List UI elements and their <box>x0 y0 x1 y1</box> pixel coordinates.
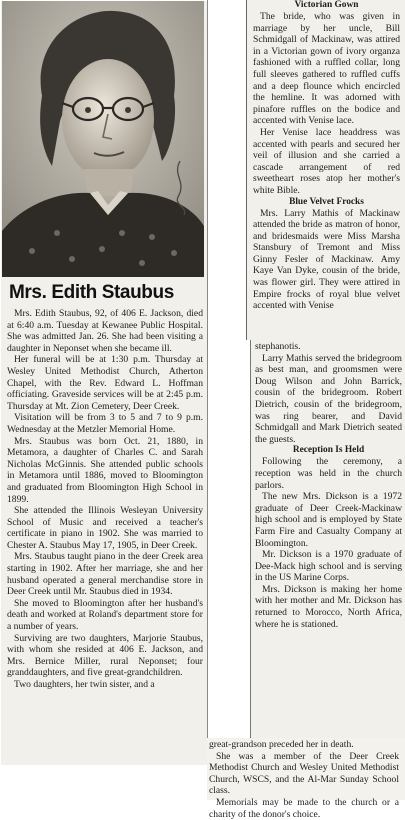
heading-victorian-gown: Victorian Gown <box>294 0 359 10</box>
obituary-paragraph: Mrs. Staubus was born Oct. 21, 1880, in Metamora, a daughter of Charles C. and Sarah Nicholas McGinnis. She attended public schools in Metamora until 1886, moved to Bloomington and graduated from Bloomington High School in 1899. <box>7 435 203 505</box>
obituary-clipping <box>1 1 207 765</box>
wedding-paragraph: Mrs. Larry Mathis of Mackinaw attended the bride as matron of honor, and bridesmaids were Miss Marsha Stansbury of Tremont and Miss Ginny Fesler of Mackinaw. Amy Kaye Van Dyke, cousin of the bride, was flower girl. They were attired in Empire frocks of royal blue velvet accented with Venise <box>253 207 400 312</box>
wedding-paragraph: Mr. Dickson is a 1970 graduate of Dee-Mack high school and is serving in the US Marine Corps. <box>255 549 402 584</box>
obituary-name-heading: Mrs. Edith Staubus <box>9 282 174 303</box>
wedding-paragraph: Mrs. Dickson is making her home with her mother and Mr. Dickson has returned to Morocco, North Africa, where he is stationed. <box>255 583 402 630</box>
wedding-paragraph: Following the ceremony, a reception was held in the church parlors. <box>255 456 402 491</box>
obituary-continuation-clipping <box>207 738 405 820</box>
wedding-article-bottom <box>250 340 405 738</box>
portrait-image <box>2 1 204 277</box>
obituary-paragraph: Her funeral will be at 1:30 p.m. Thursday at Wesley United Methodist Church, Atherton Chapel, with the Rev. Edward L. Hoffman officiating. Graveside services will be at 2:45 p.m. Thursday at Mt. Zion Cemetery, Deer Creek. <box>7 354 203 412</box>
wedding-paragraph: Her Venise lace headdress was accented with pearls and secured her veil of illusion and she carried a cascade arrangement of red sweetheart roses atop her mother's white Bible. <box>253 126 400 196</box>
wedding-lead-in: stephanotis. <box>255 341 301 352</box>
wedding-article-top <box>246 0 405 340</box>
wedding-paragraph: The bride, who was given in marriage by her uncle, Bill Schmidgall of Mackinaw, was attired in a Victorian gown of ivory organza fashioned with a ruffled collar, long full sleeves gathered to ruffled cuffs and a deep flounce which encircled the hemline. It was adorned with pinafore ruffles on the bodice and accented with Venise lace. <box>253 11 400 127</box>
wedding-top-body <box>253 0 400 312</box>
obituary-continuation-line: great-grandson preceded her in death. <box>209 739 354 750</box>
obituary-paragraph: Surviving are two daughters, Marjorie Staubus, with whom she resided at 406 E. Jackson, and Mrs. Bernice Miller, rural Neponset; four granddaughters, and five great-grandchildren. <box>7 632 203 679</box>
obituary-paragraph: Two daughters, her twin sister, and a <box>14 679 155 690</box>
portrait-photo <box>2 1 204 277</box>
obituary-continuation-body <box>209 739 399 820</box>
obituary-paragraph: Mrs. Edith Staubus, 92, of 406 E. Jackson, died at 6:40 a.m. Tuesday at Kewanee Public Hospital. She was admitted Jan. 26. She had been visiting a daughter in Neponset when she became ill. <box>7 308 203 354</box>
obituary-paragraph: Visitation will be from 3 to 5 and 7 to 9 p.m. Wednesday at the Metzler Memorial Home. <box>7 412 203 435</box>
obituary-paragraph: She was a member of the Deer Creek Methodist Church and Wesley United Methodist Church, WSCS, and the Al-Mar Sunday School class. <box>209 750 399 797</box>
wedding-bottom-body <box>255 341 402 630</box>
background-gap <box>207 0 246 738</box>
obituary-paragraph: Mrs. Staubus taught piano in the deer Creek area starting in 1902. After her marriage, she and her husband operated a general merchandise store in Deer Creek until Mr. Staubus died in 1934. <box>7 551 203 598</box>
obituary-paragraph: She moved to Bloomington after her husband's death and worked at Roland's department store for a number of years. <box>7 597 203 633</box>
obituary-paragraph: Memorials may be made to the church or a charity of the donor's choice. <box>209 796 399 820</box>
wedding-paragraph: Larry Mathis served the bridegroom as best man, and groomsmen were Doug Wilson and John Barrick, cousin of the bridegroom. Robert Dietrich, cousin of the bridegroom, was ring bearer, and David Schmidgall and Mark Dietrich seated the guests. <box>255 352 402 445</box>
heading-blue-velvet-frocks: Blue Velvet Frocks <box>289 196 364 207</box>
wedding-paragraph: The new Mrs. Dickson is a 1972 graduate of Deer Creek-Mackinaw high school and is employed by State Farm Fire and Casualty Company at Bloomington. <box>255 491 402 549</box>
heading-reception: Reception Is Held <box>292 445 365 456</box>
obituary-paragraph: She attended the Illinois Wesleyan University School of Music and received a teacher's certificate in piano in 1902. She was married to Chester A. Staubus May 17, 1905, in Deer Creek. <box>7 505 203 551</box>
obituary-body <box>7 308 203 691</box>
column-divider <box>207 0 208 738</box>
